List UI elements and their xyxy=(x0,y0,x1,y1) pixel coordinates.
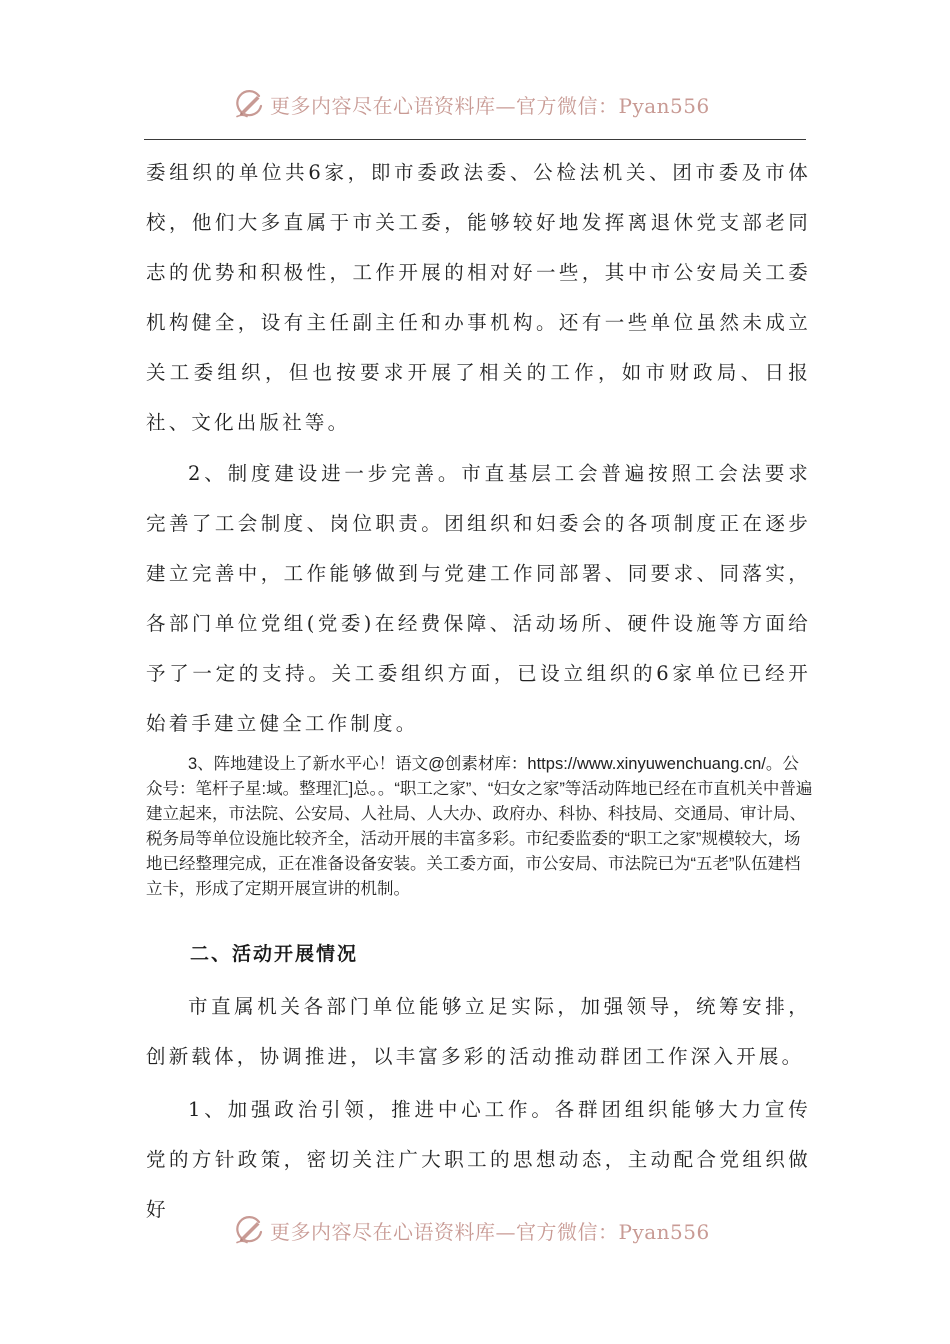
footer-banner-text: 更多内容尽在心语资料库—官方微信：Pyan556 xyxy=(270,1219,710,1244)
paragraph-2: 2、制度建设进一步完善。市直基层工会普遍按照工会法要求完善了工会制度、岗位职责。团组织和妇委会的各项制度正在逐步建立完善中，工作能够做到与党建工作同部署、同要求、同落实，各部门单位党组(党委)在经费保障、活动场所、硬件设施等方面给予了一定的支持。关工委组织方面，已设立组织的6家单位已经开始着手建立健全工作制度。 xyxy=(146,462,811,735)
header-rule xyxy=(144,139,806,140)
pen-circle-icon xyxy=(232,87,266,121)
header-banner-text: 更多内容尽在心语资料库—官方微信：Pyan556 xyxy=(270,93,710,118)
pen-circle-icon xyxy=(232,1213,266,1247)
paragraph-1: 委组织的单位共6家，即市委政法委、公检法机关、团市委及市体校，他们大多直属于市关工委，能够较好地发挥离退休党支部老同志的优势和积极性，工作开展的相对好一些，其中市公安局关工委机构健全，设有主任副主任和办事机构。还有一些单位虽然未成立关工委组织，但也按要求开展了相关的工作，如市财政局、日报社、文化出版社等。 xyxy=(146,161,811,434)
paragraph-5: 1、加强政治引领，推进中心工作。各群团组织能够大力宣传党的方针政策，密切关注广大职工的思想动态，主动配合党组织做好 xyxy=(146,1098,811,1221)
paragraph-3: 3、阵地建设上了新水平心！语文@创素材库：https://www.xinyuwenchuang.cn/。公众号：笔杆子星:域。整理汇]总。。“职工之家”、“妇女之家”等活动阵地已经在市直机关中普遍建立起来，市法院、公安局、人社局、人大办、政府办、科协、科技局、交通局、审计局、税务局等单位设施比较齐全，活动开展的丰富多彩。市纪委监委的“职工之家”规模较大，场地已经整理完成，正在准备设备安装。关工委方面，市公安局、市法院已为“五老”队伍建档立卡，形成了定期开展宣讲的机制。 xyxy=(146,755,813,898)
header-banner-inner xyxy=(232,84,710,124)
header-banner xyxy=(0,84,950,124)
footer-banner-inner xyxy=(232,1210,710,1250)
footer-banner xyxy=(0,1210,950,1250)
section-heading-2: 二、活动开展情况 xyxy=(190,943,359,965)
paragraph-4: 市直属机关各部门单位能够立足实际，加强领导，统筹安排，创新载体，协调推进，以丰富多彩的活动推动群团工作深入开展。 xyxy=(146,995,811,1068)
